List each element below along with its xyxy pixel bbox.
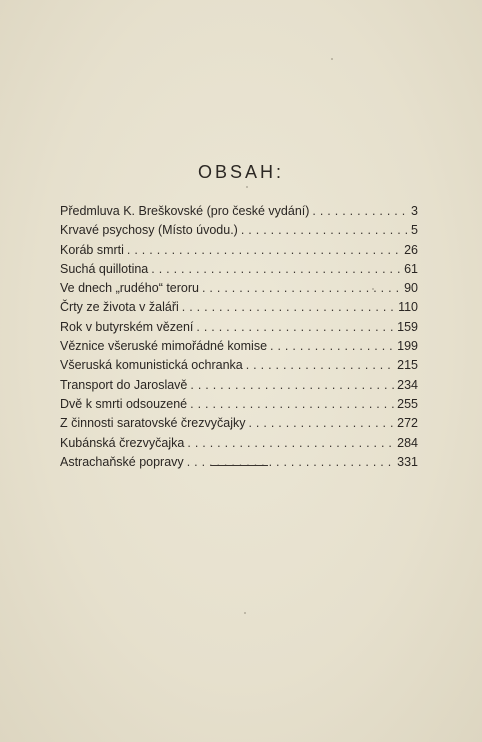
toc-entry-page: 159	[397, 319, 418, 334]
toc-entry-page: 5	[411, 223, 418, 238]
toc-entry-title: Suchá quillotina	[60, 261, 149, 276]
toc-entry-page: 3	[411, 204, 418, 218]
toc-entry-page: 284	[397, 435, 418, 450]
toc-entry-page: 90	[404, 281, 418, 296]
toc-entry-page: 61	[404, 261, 418, 276]
toc-entry-title: Rok v butyrském vězení	[60, 319, 194, 334]
dot-leader	[127, 241, 401, 260]
toc-entry	[60, 376, 418, 395]
dot-leader	[182, 298, 395, 317]
dot-leader	[312, 202, 408, 221]
dot-leader	[241, 221, 408, 240]
toc-entry-title: Kubánská črezvyčajka	[60, 435, 185, 450]
dot-leader	[190, 395, 394, 414]
toc-entry-title: Věznice všeruské mimořádné komise	[60, 339, 268, 354]
paper-speck	[372, 288, 374, 290]
toc-entry-title: Předmluva K. Breškovské (pro české vydání)	[60, 204, 310, 218]
toc-entry	[60, 414, 418, 433]
toc-entry-title: Črty ze života v žaláři	[60, 300, 179, 315]
toc-entry-page: 110	[398, 300, 418, 315]
paper-speck	[331, 58, 333, 60]
paper-speck	[244, 612, 246, 614]
toc-entry	[60, 318, 418, 337]
toc-entry-title: Krvavé psychosy (Místo úvodu.)	[60, 223, 238, 238]
toc-entry-title: Koráb smrti	[60, 242, 124, 257]
page-title: OBSAH:	[197, 162, 285, 182]
toc-entry-title: Ve dnech „rudého“ teroru	[60, 281, 199, 296]
toc-entry-page: 255	[397, 396, 418, 411]
toc-entry	[60, 260, 418, 279]
dot-leader	[196, 318, 394, 337]
toc-entry-page: 331	[397, 454, 418, 469]
dot-leader	[248, 414, 394, 433]
toc-entry-page: 199	[397, 339, 418, 354]
toc-entry-title: Dvě k smrti odsouzené	[60, 396, 188, 411]
toc-entry-page: 272	[397, 416, 418, 431]
toc-entry-title: Transport do Jaroslavě	[60, 377, 188, 392]
paper-speck	[246, 186, 248, 188]
toc-entry-page: 26	[404, 242, 418, 257]
toc-entry	[60, 453, 418, 472]
dot-leader	[190, 376, 394, 395]
toc-entry	[60, 221, 418, 240]
toc-entry	[60, 395, 418, 414]
toc-entry	[60, 356, 418, 375]
toc-entry	[60, 434, 418, 453]
toc-entry-title: Všeruská komunistická ochranka	[60, 358, 243, 373]
toc-entry-title: Astrachaňské popravy	[60, 454, 184, 469]
toc-entry	[60, 241, 418, 260]
table-of-contents	[60, 202, 418, 472]
toc-entry	[60, 298, 418, 317]
toc-entry-page: 234	[397, 377, 418, 392]
dot-leader	[187, 453, 394, 472]
dot-leader	[246, 356, 394, 375]
toc-entry	[60, 337, 418, 356]
dot-leader	[187, 434, 394, 453]
toc-entry-title: Z činnosti saratovské črezvyčajky	[60, 416, 246, 431]
toc-entry	[60, 279, 418, 298]
section-divider	[211, 465, 268, 466]
toc-entry-page: 215	[397, 358, 418, 373]
dot-leader	[151, 260, 401, 279]
toc-entry	[60, 202, 418, 221]
dot-leader	[270, 337, 394, 356]
